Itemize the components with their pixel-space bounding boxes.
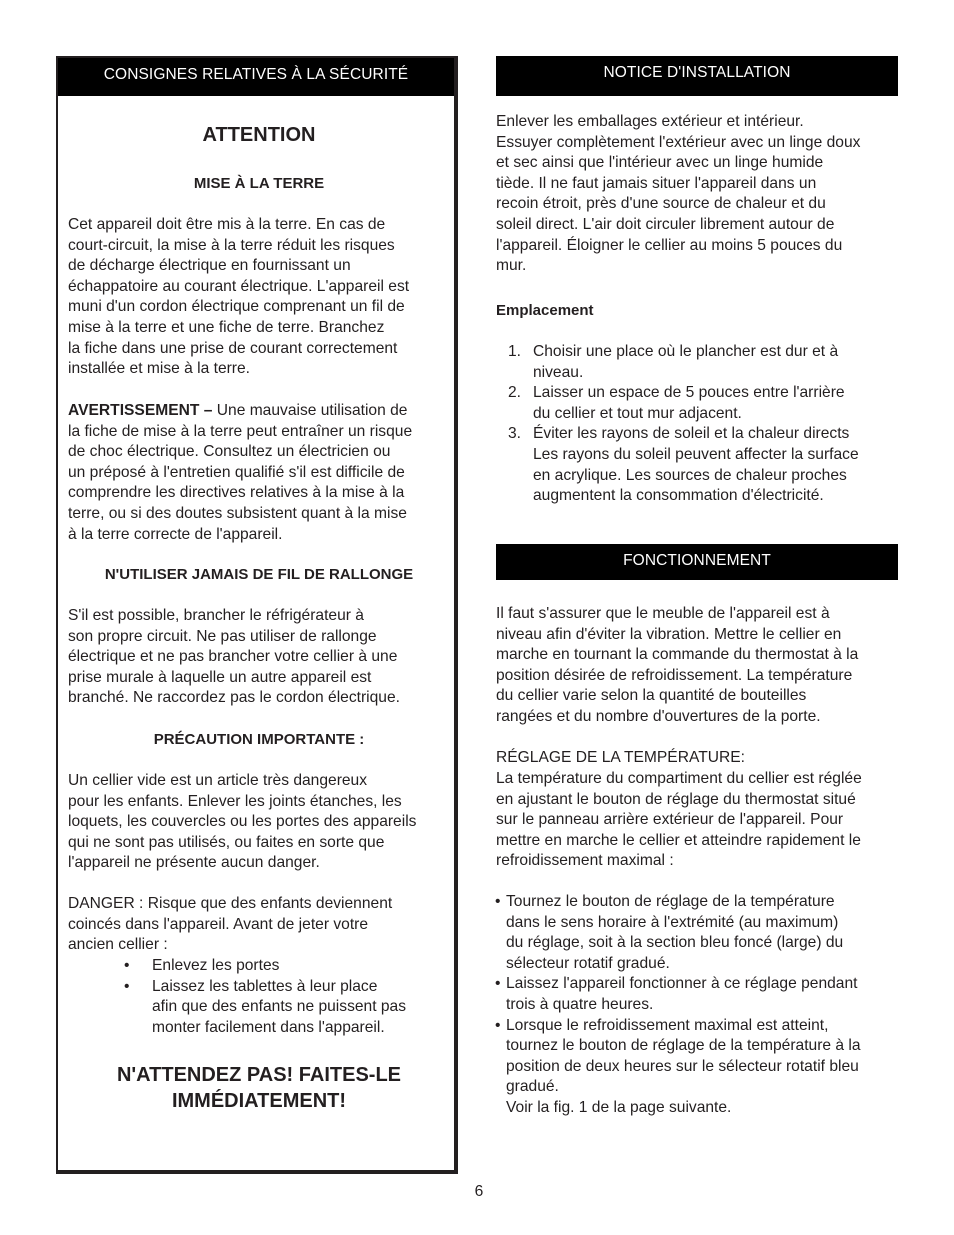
- list-item: [495, 892, 905, 974]
- danger-list: [124, 956, 444, 1038]
- list-item: [496, 383, 901, 424]
- extension-title: N'UTILISER JAMAIS DE FIL DE RALLONGE: [104, 566, 414, 583]
- temperature-steps: [495, 892, 905, 1119]
- installation-text: Enlever les emballages extérieur et intérieur. Essuyer complètement l'extérieur avec un linge doux et sec ainsi que l'intérieur avec un linge humide tiède. Il ne faut jamais situer l'appareil dans un recoin étroit, près d'une source de chaleur et du soleil direct. L'air doit circuler librement autour de l'appareil. Éloigner le cellier au moins 5 pouces du mur.: [496, 113, 861, 275]
- list-item-text: Laissez les tablettes à leur place afin que des enfants ne puissent pas monter facilement dans l'appareil.: [152, 977, 407, 1036]
- danger-text: DANGER : Risque que des enfants deviennent coincés dans l'appareil. Avant de jeter votre ancien cellier :: [68, 895, 393, 954]
- list-item-text: Laissez l'appareil fonctionner à ce réglage pendant trois à quatre heures.: [506, 975, 858, 1013]
- list-item: [124, 977, 444, 1039]
- list-item: [496, 342, 901, 383]
- bullet: •: [495, 893, 501, 910]
- bullet: •: [495, 975, 501, 993]
- final-warning: N'ATTENDEZ PAS! FAITES-LE IMMÉDIATEMENT!: [116, 1064, 401, 1112]
- warning-label: AVERTISSEMENT –: [68, 402, 213, 419]
- step-number: 2.: [508, 384, 522, 402]
- step-number: 1.: [508, 343, 522, 360]
- list-item: [124, 956, 444, 977]
- warning-paragraph: [68, 401, 453, 545]
- safety-header: CONSIGNES RELATIVES À LA SÉCURITÉ: [58, 58, 454, 96]
- temperature-title: RÉGLAGE DE LA TEMPÉRATURE:: [496, 749, 745, 766]
- grounding-text: Cet appareil doit être mis à la terre. En cas de court-circuit, la mise à la terre réduit les risques de décharge électrique en fournissant un échappatoire au courant électrique. L'appareil est muni d'un cordon électrique comprenant un fil de mise à la terre et une fiche de terre. Branchez la fiche dans une prise de courant correctement installée et mise à la terre.: [68, 216, 410, 378]
- list-item-text: Lorsque le refroidissement maximal est atteint, tournez le bouton de réglage de la température à la position de deux heures sur le sélecteur rotatif bleu gradué. Voir la fig. 1 de la page suivante.: [506, 1016, 861, 1116]
- step-text: Choisir une place où le plancher est dur et à niveau.: [533, 343, 839, 381]
- bullet: •: [124, 977, 130, 995]
- bullet: •: [495, 1016, 501, 1034]
- list-item: [495, 1016, 905, 1119]
- installation-header: NOTICE D'INSTALLATION: [496, 56, 898, 96]
- list-item-text: Enlevez les portes: [152, 957, 280, 974]
- list-item: [495, 974, 905, 1015]
- bullet: •: [124, 957, 130, 974]
- location-steps: [496, 342, 901, 507]
- attention-heading: ATTENTION: [202, 124, 316, 146]
- temperature-text: La température du compartiment du cellier est réglée en ajustant le bouton de réglage du thermostat situé sur le panneau arrière extérieur de l'appareil. Pour mettre en marche le cellier et atteindre rapidement le refroidissement maximal :: [496, 770, 862, 870]
- page-number: 6: [474, 1183, 484, 1200]
- step-text: Éviter les rayons de soleil et la chaleur directs Les rayons du soleil peuvent affecter la surface en acrylique. Les sources de chaleur proches augmentent la consommation d'électricité.: [533, 425, 859, 505]
- precaution-title: PRÉCAUTION IMPORTANTE :: [153, 731, 365, 748]
- extension-text: S'il est possible, brancher le réfrigérateur à son propre circuit. Ne pas utiliser de rallonge électrique et ne pas brancher votre cellier à une prise murale à laquelle un autre appareil est branché. Ne raccordez pas le cordon électrique.: [68, 607, 400, 707]
- step-text: Laisser un espace de 5 pouces entre l'arrière du cellier et tout mur adjacent.: [533, 384, 845, 422]
- list-item: [496, 424, 901, 506]
- step-number: 3.: [508, 425, 522, 443]
- precaution-text: Un cellier vide est un article très dangereux pour les enfants. Enlever les joints étanches, les loquets, les couvercles ou les portes des appareils qui ne sont pas utilisés, ou faites en sorte que l'appareil ne présente aucun danger.: [68, 772, 417, 872]
- list-item-text: Tournez le bouton de réglage de la température dans le sens horaire à l'extrémité (au maximum) du réglage, soit à la section bleu foncé (large) du sélecteur rotatif gradué.: [506, 893, 844, 972]
- warning-text: Une mauvaise utilisation de la fiche de mise à la terre peut entraîner un risque de choc électrique. Consultez un électricien ou un préposé à l'entretien qualifié s'il est difficile de comprendre les directives relatives à la mise à la terre, ou si des doutes subsistent quant à la mise à la terre correcte de l'appareil.: [68, 402, 413, 543]
- operation-text: Il faut s'assurer que le meuble de l'appareil est à niveau afin d'éviter la vibration. Mettre le cellier en marche en tournant la commande du thermostat à la position désirée de refroidissement. La température du cellier varie selon la quantité de bouteilles rangées et du nombre d'ouvertures de la porte.: [496, 605, 859, 725]
- grounding-title: MISE À LA TERRE: [193, 175, 325, 192]
- location-title: Emplacement: [496, 302, 594, 319]
- operation-header: FONCTIONNEMENT: [496, 544, 898, 580]
